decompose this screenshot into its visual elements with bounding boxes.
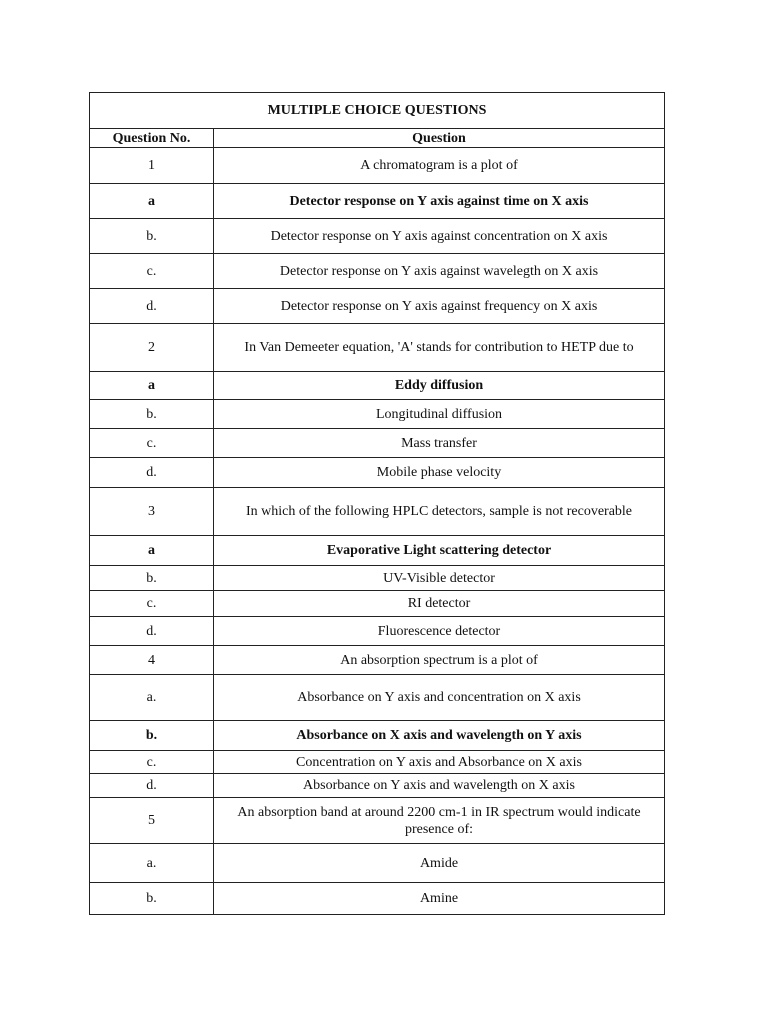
question-number-cell: a bbox=[90, 184, 214, 219]
table-row bbox=[90, 458, 665, 488]
table-row bbox=[90, 883, 665, 915]
table-row bbox=[90, 219, 665, 254]
question-text-cell: RI detector bbox=[214, 591, 665, 617]
question-number-cell: 5 bbox=[90, 798, 214, 844]
question-number-cell: b. bbox=[90, 883, 214, 915]
question-text-cell: Longitudinal diffusion bbox=[214, 400, 665, 429]
title-row bbox=[90, 93, 665, 129]
table-row bbox=[90, 566, 665, 591]
question-number-cell: a bbox=[90, 536, 214, 566]
table-row bbox=[90, 646, 665, 675]
table-row bbox=[90, 798, 665, 844]
table-row bbox=[90, 536, 665, 566]
question-number-cell: c. bbox=[90, 254, 214, 289]
question-text-cell: In which of the following HPLC detectors, sample is not recoverable bbox=[214, 488, 665, 536]
question-text-cell: Absorbance on X axis and wavelength on Y axis bbox=[214, 721, 665, 751]
question-number-cell: b. bbox=[90, 721, 214, 751]
question-text-cell: Evaporative Light scattering detector bbox=[214, 536, 665, 566]
question-text-cell: Concentration on Y axis and Absorbance on X axis bbox=[214, 751, 665, 774]
question-number-cell: b. bbox=[90, 566, 214, 591]
mcq-table bbox=[89, 92, 665, 915]
question-text-cell: Amine bbox=[214, 883, 665, 915]
table-row bbox=[90, 148, 665, 184]
header-question-no: Question No. bbox=[90, 129, 214, 148]
question-text-cell: Detector response on Y axis against time on X axis bbox=[214, 184, 665, 219]
question-text-cell: Amide bbox=[214, 844, 665, 883]
question-text-cell: Eddy diffusion bbox=[214, 372, 665, 400]
question-number-cell: c. bbox=[90, 429, 214, 458]
table-row bbox=[90, 617, 665, 646]
table-title: MULTIPLE CHOICE QUESTIONS bbox=[90, 93, 665, 129]
question-number-cell: a. bbox=[90, 675, 214, 721]
question-text-cell: Mobile phase velocity bbox=[214, 458, 665, 488]
question-text-cell: A chromatogram is a plot of bbox=[214, 148, 665, 184]
table-row bbox=[90, 591, 665, 617]
question-text-cell: Detector response on Y axis against wavelegth on X axis bbox=[214, 254, 665, 289]
question-text-cell: UV-Visible detector bbox=[214, 566, 665, 591]
question-text-cell: Absorbance on Y axis and concentration on X axis bbox=[214, 675, 665, 721]
question-number-cell: d. bbox=[90, 617, 214, 646]
table-row bbox=[90, 774, 665, 798]
table-row bbox=[90, 184, 665, 219]
question-number-cell: 1 bbox=[90, 148, 214, 184]
question-number-cell: b. bbox=[90, 219, 214, 254]
question-text-cell: Absorbance on Y axis and wavelength on X axis bbox=[214, 774, 665, 798]
table-row bbox=[90, 400, 665, 429]
question-number-cell: c. bbox=[90, 751, 214, 774]
question-number-cell: 4 bbox=[90, 646, 214, 675]
question-number-cell: a. bbox=[90, 844, 214, 883]
question-number-cell: 2 bbox=[90, 324, 214, 372]
question-number-cell: a bbox=[90, 372, 214, 400]
table-row bbox=[90, 254, 665, 289]
question-number-cell: d. bbox=[90, 289, 214, 324]
question-text-cell: In Van Demeeter equation, 'A' stands for contribution to HETP due to bbox=[214, 324, 665, 372]
header-question: Question bbox=[214, 129, 665, 148]
table-row bbox=[90, 675, 665, 721]
table-row bbox=[90, 324, 665, 372]
question-text-cell: Detector response on Y axis against concentration on X axis bbox=[214, 219, 665, 254]
question-text-cell: An absorption band at around 2200 cm-1 in IR spectrum would indicate presence of: bbox=[214, 798, 665, 844]
question-number-cell: d. bbox=[90, 458, 214, 488]
table-row bbox=[90, 721, 665, 751]
question-number-cell: d. bbox=[90, 774, 214, 798]
table-row bbox=[90, 429, 665, 458]
question-text-cell: Fluorescence detector bbox=[214, 617, 665, 646]
question-text-cell: An absorption spectrum is a plot of bbox=[214, 646, 665, 675]
table-row bbox=[90, 844, 665, 883]
question-text-cell: Detector response on Y axis against frequency on X axis bbox=[214, 289, 665, 324]
mcq-table-body bbox=[90, 93, 665, 915]
question-number-cell: b. bbox=[90, 400, 214, 429]
table-row bbox=[90, 751, 665, 774]
question-text-cell: Mass transfer bbox=[214, 429, 665, 458]
question-number-cell: 3 bbox=[90, 488, 214, 536]
header-row bbox=[90, 129, 665, 148]
table-row bbox=[90, 289, 665, 324]
question-number-cell: c. bbox=[90, 591, 214, 617]
table-row bbox=[90, 488, 665, 536]
table-row bbox=[90, 372, 665, 400]
